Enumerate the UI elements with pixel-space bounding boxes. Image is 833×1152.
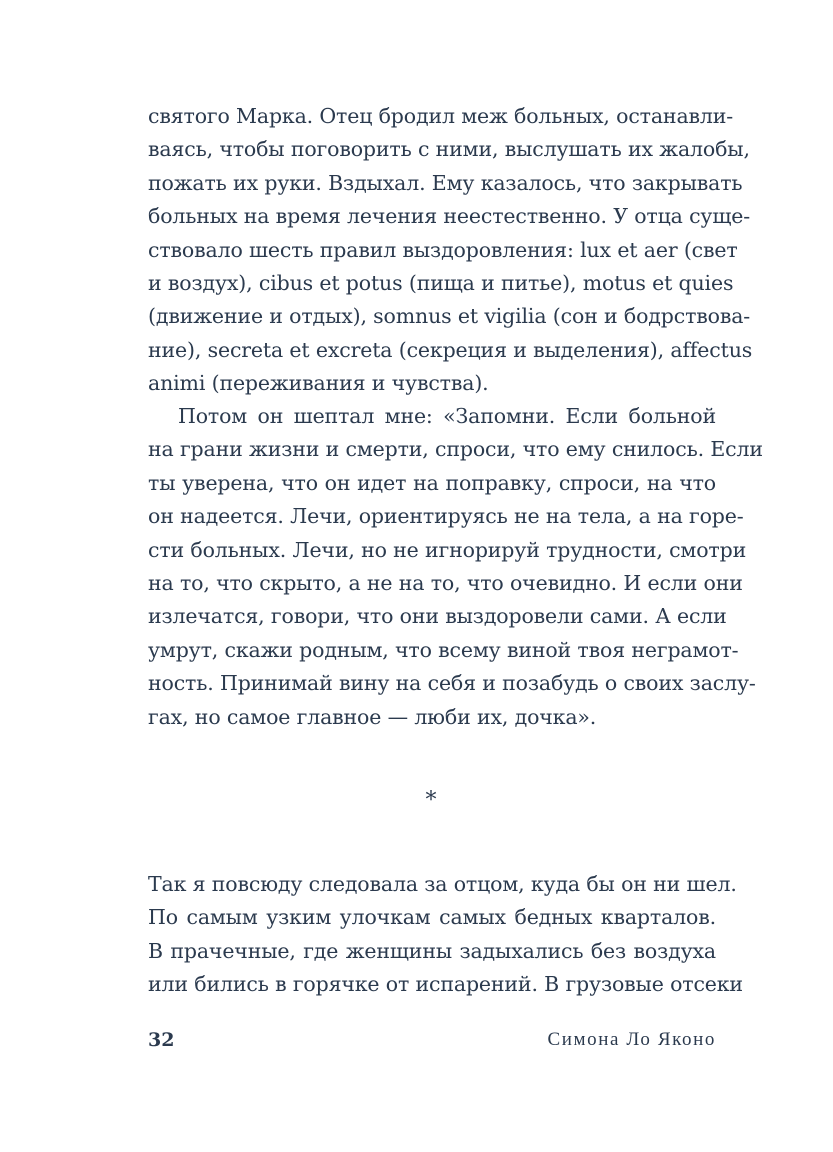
text-line: он надеется. Лечи, ориентируясь не на тела, а на горе- — [148, 504, 744, 529]
text-line: и воздух), cibus et potus (пища и питье), motus et quies — [148, 270, 734, 295]
text-line: ность. Принимай вину на себя и позабудь о своих заслу- — [148, 671, 756, 696]
page-number: 32 — [148, 1029, 175, 1051]
text-line: В прачечные, где женщины задыхались без воздуха — [148, 938, 716, 963]
text-line: Потом он шептал мне: «Запомни. Если больной — [178, 404, 716, 428]
text-line: больных на время лечения неестественно. У отца суще- — [148, 204, 751, 229]
running-head-author: Симона Ло Яконо — [547, 1029, 716, 1050]
text-line: на грани жизни и смерти, спроси, что ему снилось. Если — [148, 437, 763, 462]
text-line: пожать их руки. Вздыхал. Ему казалось, что закрывать — [148, 170, 743, 195]
paragraph-3 — [148, 868, 743, 1002]
text-line: ты уверена, что он идет на поправку, спроси, на что — [148, 470, 716, 495]
text-line: или бились в горячке от испарений. В грузовые отсеки — [148, 972, 743, 997]
text-line: (движение и отдых), somnus et vigilia (сон и бодрствова- — [148, 304, 751, 329]
section-separator: * — [425, 788, 437, 813]
text-line: Так я повсюду следовала за отцом, куда бы он ни шел. — [148, 872, 737, 896]
text-line: гах, но самое главное — люби их, дочка». — [148, 704, 597, 729]
text-line: святого Марка. Отец бродил меж больных, останавли- — [148, 104, 734, 128]
paragraph-1 — [148, 100, 753, 401]
paragraph-2 — [148, 400, 763, 734]
text-line: умрут, скажи родным, что всему виной твоя неграмот- — [148, 637, 739, 662]
text-line: По самым узким улочкам самых бедных кварталов. — [148, 905, 716, 930]
text-line: сти больных. Лечи, но не игнорируй трудности, смотри — [148, 537, 747, 562]
text-line: ние), secreta et excreta (секреция и выделения), affectus — [148, 337, 753, 362]
text-line: ствовало шесть правил выздоровления: lux et aer (свет — [148, 237, 738, 262]
text-line: animi (переживания и чувства). — [148, 371, 489, 396]
text-line: излечатся, говори, что они выздоровели сами. А если — [148, 604, 727, 629]
text-line: ваясь, чтобы поговорить с ними, выслушать их жалобы, — [148, 137, 750, 162]
text-line: на то, что скрыто, а не на то, что очевидно. И если они — [148, 570, 743, 595]
